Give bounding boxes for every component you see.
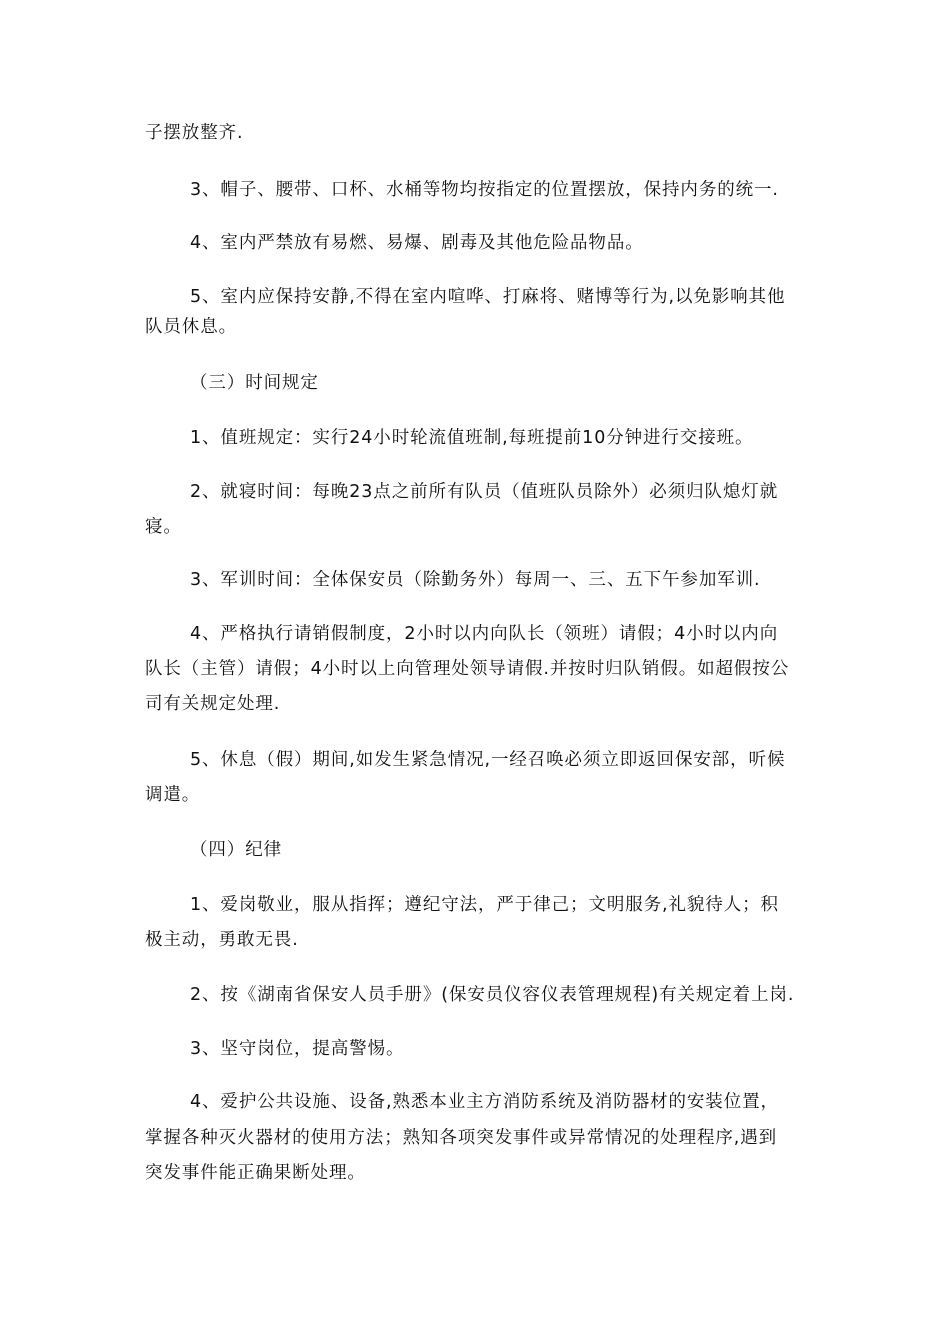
paragraph-line: 1、爱岗敬业，服从指挥；遵纪守法，严于律己；文明服务,礼貌待人；积 (190, 895, 779, 915)
paragraph-line: 极主动，勇敢无畏. (145, 930, 299, 950)
paragraph-line: 司有关规定处理. (145, 694, 281, 714)
paragraph-line: 3、帽子、腰带、口杯、水桶等物均按指定的位置摆放，保持内务的统一. (190, 180, 779, 200)
paragraph-line: 3、军训时间：全体保安员（除勤务外）每周一、三、五下午参加军训. (190, 570, 761, 590)
paragraph-line: 2、按《湖南省保安人员手册》(保安员仪容仪表管理规程)有关规定着上岗. (190, 985, 795, 1005)
paragraph-line: 4、爱护公共设施、设备,熟悉本业主方消防系统及消防器材的安装位置， (190, 1092, 779, 1112)
paragraph-line: 队员休息。 (145, 317, 237, 337)
paragraph-line: 4、严格执行请销假制度，2小时以内向队长（领班）请假；4小时以内向 (190, 624, 779, 644)
paragraph-line: 队长（主管）请假；4小时以上向管理处领导请假.并按时归队销假。如超假按公 (145, 659, 790, 679)
paragraph-line: 1、值班规定：实行24小时轮流值班制,每班提前10分钟进行交接班。 (190, 428, 754, 448)
paragraph-line: 2、就寝时间：每晚23点之前所有队员（值班队员除外）必须归队熄灯就 (190, 482, 779, 502)
paragraph-line: 子摆放整齐. (145, 123, 244, 143)
paragraph-line: 5、休息（假）期间,如发生紧急情况,一经召唤必须立即返回保安部，听候 (190, 750, 786, 770)
paragraph-line: 寝。 (145, 517, 182, 537)
paragraph-line: 3、坚守岗位，提高警惕。 (190, 1039, 405, 1059)
paragraph-line: 5、室内应保持安静,不得在室内喧哗、打麻将、赌博等行为,以免影响其他 (190, 287, 786, 307)
paragraph-line: 调遣。 (145, 785, 201, 805)
paragraph-line: 掌握各种灭火器材的使用方法；熟知各项突发事件或异常情况的处理程序,遇到 (145, 1128, 778, 1148)
paragraph-line: 突发事件能正确果断处理。 (145, 1163, 366, 1183)
section-heading: （四）纪律 (190, 840, 282, 860)
paragraph-line: 4、室内严禁放有易燃、易爆、剧毒及其他危险品物品。 (190, 233, 644, 253)
section-heading: （三）时间规定 (190, 373, 319, 393)
